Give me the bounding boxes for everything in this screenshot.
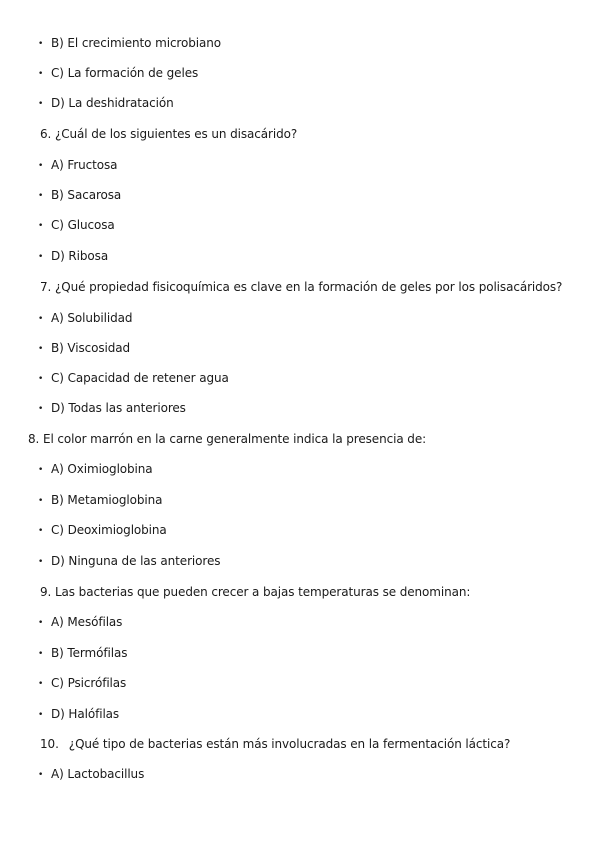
q5-option-c — [38, 65, 198, 82]
bullet-icon: • — [38, 404, 44, 414]
option-text: D) La deshidratación — [51, 96, 174, 110]
option-text: C) Glucosa — [51, 218, 115, 232]
question-10 — [40, 736, 510, 752]
option-text: C) La formación de geles — [51, 66, 199, 80]
q5-option-b — [38, 35, 221, 52]
q8-option-b — [38, 492, 162, 509]
q9-option-a — [38, 614, 122, 631]
bullet-icon: • — [38, 344, 44, 354]
q6-option-a — [38, 157, 117, 174]
bullet-icon: • — [38, 770, 44, 780]
bullet-icon: • — [38, 161, 44, 171]
q8-option-c — [38, 522, 167, 539]
bullet-icon: • — [38, 99, 44, 109]
question-6 — [40, 126, 297, 142]
option-text: D) Ninguna de las anteriores — [51, 554, 221, 568]
question-text: Las bacterias que pueden crecer a bajas temperaturas se denominan: — [54, 585, 471, 599]
q6-option-c — [38, 217, 115, 234]
option-text: C) Psicrófilas — [51, 676, 127, 690]
bullet-icon: • — [38, 526, 44, 536]
q9-option-c — [38, 675, 126, 692]
q9-option-b — [38, 645, 127, 662]
option-text: A) Lactobacillus — [51, 767, 145, 781]
option-text: B) Metamioglobina — [51, 493, 163, 507]
bullet-icon: • — [38, 252, 44, 262]
bullet-icon: • — [38, 465, 44, 475]
q5-option-d — [38, 95, 174, 112]
option-text: A) Solubilidad — [51, 311, 133, 325]
option-text: C) Capacidad de retener agua — [51, 371, 229, 385]
option-text: A) Mesófilas — [51, 615, 123, 629]
q8-option-a — [38, 461, 153, 478]
q9-option-d — [38, 706, 119, 723]
question-8 — [28, 431, 426, 447]
bullet-icon: • — [38, 557, 44, 567]
q10-option-a — [38, 766, 144, 783]
bullet-icon: • — [38, 496, 44, 506]
question-text: ¿Qué tipo de bacterias están más involucradas en la fermentación láctica? — [68, 737, 511, 751]
question-number: 10. — [40, 737, 59, 751]
question-text: El color marrón en la carne generalmente indica la presencia de: — [42, 432, 427, 446]
option-text: A) Oximioglobina — [51, 462, 153, 476]
option-text: C) Deoximioglobina — [51, 523, 167, 537]
question-text: ¿Cuál de los siguientes es un disacárido? — [54, 127, 298, 141]
option-text: D) Todas las anteriores — [51, 401, 186, 415]
option-text: B) Sacarosa — [51, 188, 122, 202]
q6-option-d — [38, 248, 108, 265]
q7-option-a — [38, 310, 132, 327]
bullet-icon: • — [38, 39, 44, 49]
question-number: 7. — [40, 280, 52, 294]
bullet-icon: • — [38, 69, 44, 79]
option-text: B) Viscosidad — [51, 341, 131, 355]
q7-option-b — [38, 340, 130, 357]
bullet-icon: • — [38, 191, 44, 201]
bullet-icon: • — [38, 649, 44, 659]
option-text: B) Termófilas — [51, 646, 128, 660]
bullet-icon: • — [38, 221, 44, 231]
question-text: ¿Qué propiedad fisicoquímica es clave en la formación de geles por los polisacáridos? — [54, 280, 563, 294]
q6-option-b — [38, 187, 121, 204]
question-number: 6. — [40, 127, 52, 141]
bullet-icon: • — [38, 374, 44, 384]
bullet-icon: • — [38, 314, 44, 324]
bullet-icon: • — [38, 618, 44, 628]
q7-option-d — [38, 400, 186, 417]
question-number: 8. — [28, 432, 40, 446]
option-text: D) Halófilas — [51, 707, 120, 721]
q7-option-c — [38, 370, 229, 387]
bullet-icon: • — [38, 710, 44, 720]
option-text: A) Fructosa — [51, 158, 118, 172]
question-number: 9. — [40, 585, 52, 599]
question-9 — [40, 584, 470, 600]
option-text: B) El crecimiento microbiano — [51, 36, 221, 50]
option-text: D) Ribosa — [51, 249, 109, 263]
q8-option-d — [38, 553, 220, 570]
question-7 — [40, 279, 562, 295]
bullet-icon: • — [38, 679, 44, 689]
